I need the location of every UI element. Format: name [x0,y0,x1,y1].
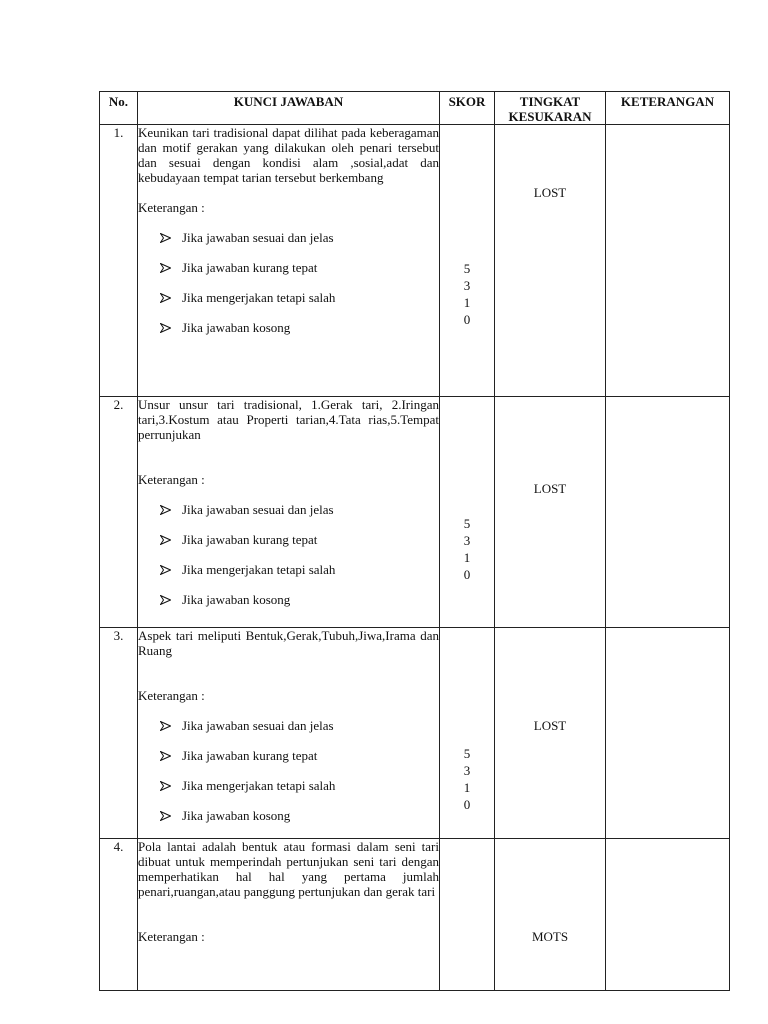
criteria-item [160,290,439,305]
criteria-item [160,748,439,763]
header-no: No. [100,92,138,125]
arrowhead-bullet-icon [160,751,171,761]
criteria-text: Jika jawaban kosong [182,320,291,335]
notes-cell [606,397,730,628]
criteria-label: Keterangan : [138,200,205,215]
answer-key-cell [138,397,440,628]
difficulty-cell [495,397,606,628]
criteria-text: Jika jawaban kurang tepat [182,748,318,763]
arrowhead-bullet-icon [160,293,171,303]
score-value: 1 [463,295,471,310]
criteria-item [160,230,439,245]
notes-cell [606,628,730,839]
criteria-text: Jika jawaban sesuai dan jelas [182,230,334,245]
criteria-item [160,778,439,793]
row-number: 3. [100,628,138,839]
score-cell [440,839,495,991]
header-answer-key: KUNCI JAWABAN [138,92,440,125]
criteria-item [160,260,439,275]
header-row [100,92,730,125]
table-row [100,839,730,991]
header-difficulty-line2: KESUKARAN [508,109,592,124]
arrowhead-bullet-icon [160,781,171,791]
criteria-text: Jika mengerjakan tetapi salah [182,290,336,305]
criteria-label: Keterangan : [138,472,205,487]
table-row [100,397,730,628]
criteria-item [160,808,439,823]
score-cell [440,125,495,397]
criteria-text: Jika jawaban sesuai dan jelas [182,718,334,733]
arrowhead-bullet-icon [160,721,171,731]
score-value: 0 [463,312,471,327]
difficulty-level: LOST [533,718,567,733]
answer-key-text: Pola lantai adalah bentuk atau formasi dalam seni tari dibuat untuk memperindah pertunjukan seni tari dengan memperhatikan hal hal yang pertama jumlah penari,ruangan,atau panggung pertunjukan dan gerak tari [138,839,439,899]
criteria-text: Jika jawaban kosong [182,808,291,823]
difficulty-cell [495,125,606,397]
criteria-text: Jika jawaban sesuai dan jelas [182,502,334,517]
arrowhead-bullet-icon [160,323,171,333]
difficulty-level: MOTS [531,929,569,944]
criteria-list [138,718,439,823]
difficulty-level: LOST [533,481,567,496]
score-cell [440,397,495,628]
criteria-label: Keterangan : [138,929,205,944]
answer-key-text: Aspek tari meliputi Bentuk,Gerak,Tubuh,Jiwa,Irama dan Ruang [138,628,439,658]
score-value: 3 [463,533,471,548]
score-value: 3 [463,278,471,293]
header-score: SKOR [440,92,495,125]
score-value: 5 [463,261,471,276]
arrowhead-bullet-icon [160,811,171,821]
score-list [464,125,471,328]
answer-key-text: Unsur unsur tari tradisional, 1.Gerak tari, 2.Iringan tari,3.Kostum atau Properti tarian,4.Tata rias,5.Tempat perrunjukan [138,397,439,442]
criteria-text: Jika jawaban kurang tepat [182,532,318,547]
criteria-list [138,502,439,607]
answer-key-cell [138,839,440,991]
answer-key-cell [138,125,440,397]
header-difficulty [495,92,606,125]
row-number: 4. [100,839,138,991]
criteria-item [160,718,439,733]
score-list [464,397,471,583]
arrowhead-bullet-icon [160,505,171,515]
difficulty-level: LOST [533,185,567,200]
criteria-item [160,320,439,335]
arrowhead-bullet-icon [160,595,171,605]
criteria-text: Jika mengerjakan tetapi salah [182,778,336,793]
score-list [464,628,471,813]
answer-key-table [99,91,730,991]
score-value: 0 [463,567,471,582]
score-value: 0 [463,797,471,812]
arrowhead-bullet-icon [160,263,171,273]
arrowhead-bullet-icon [160,565,171,575]
difficulty-cell [495,628,606,839]
criteria-item [160,592,439,607]
criteria-item [160,502,439,517]
table-row [100,125,730,397]
table-row [100,628,730,839]
criteria-label: Keterangan : [138,688,205,703]
score-value: 1 [463,780,471,795]
header-notes: KETERANGAN [606,92,730,125]
criteria-item [160,532,439,547]
row-number: 1. [100,125,138,397]
answer-key-text: Keunikan tari tradisional dapat dilihat pada keberagaman dan motif gerakan yang dilakukan oleh penari tersebut dan sesuai dengan kondisi alam ,sosial,adat dan kebudayaan tempat tarian tersebut berkembang [138,125,439,185]
answer-key-cell [138,628,440,839]
criteria-text: Jika jawaban kurang tepat [182,260,318,275]
notes-cell [606,125,730,397]
header-difficulty-line1: TINGKAT [519,94,581,109]
score-value: 1 [463,550,471,565]
notes-cell [606,839,730,991]
arrowhead-bullet-icon [160,233,171,243]
score-value: 5 [463,746,471,761]
difficulty-cell [495,839,606,991]
criteria-list [138,230,439,335]
score-value: 5 [463,516,471,531]
criteria-item [160,562,439,577]
score-cell [440,628,495,839]
row-number: 2. [100,397,138,628]
criteria-text: Jika jawaban kosong [182,592,291,607]
score-value: 3 [463,763,471,778]
criteria-text: Jika mengerjakan tetapi salah [182,562,336,577]
arrowhead-bullet-icon [160,535,171,545]
